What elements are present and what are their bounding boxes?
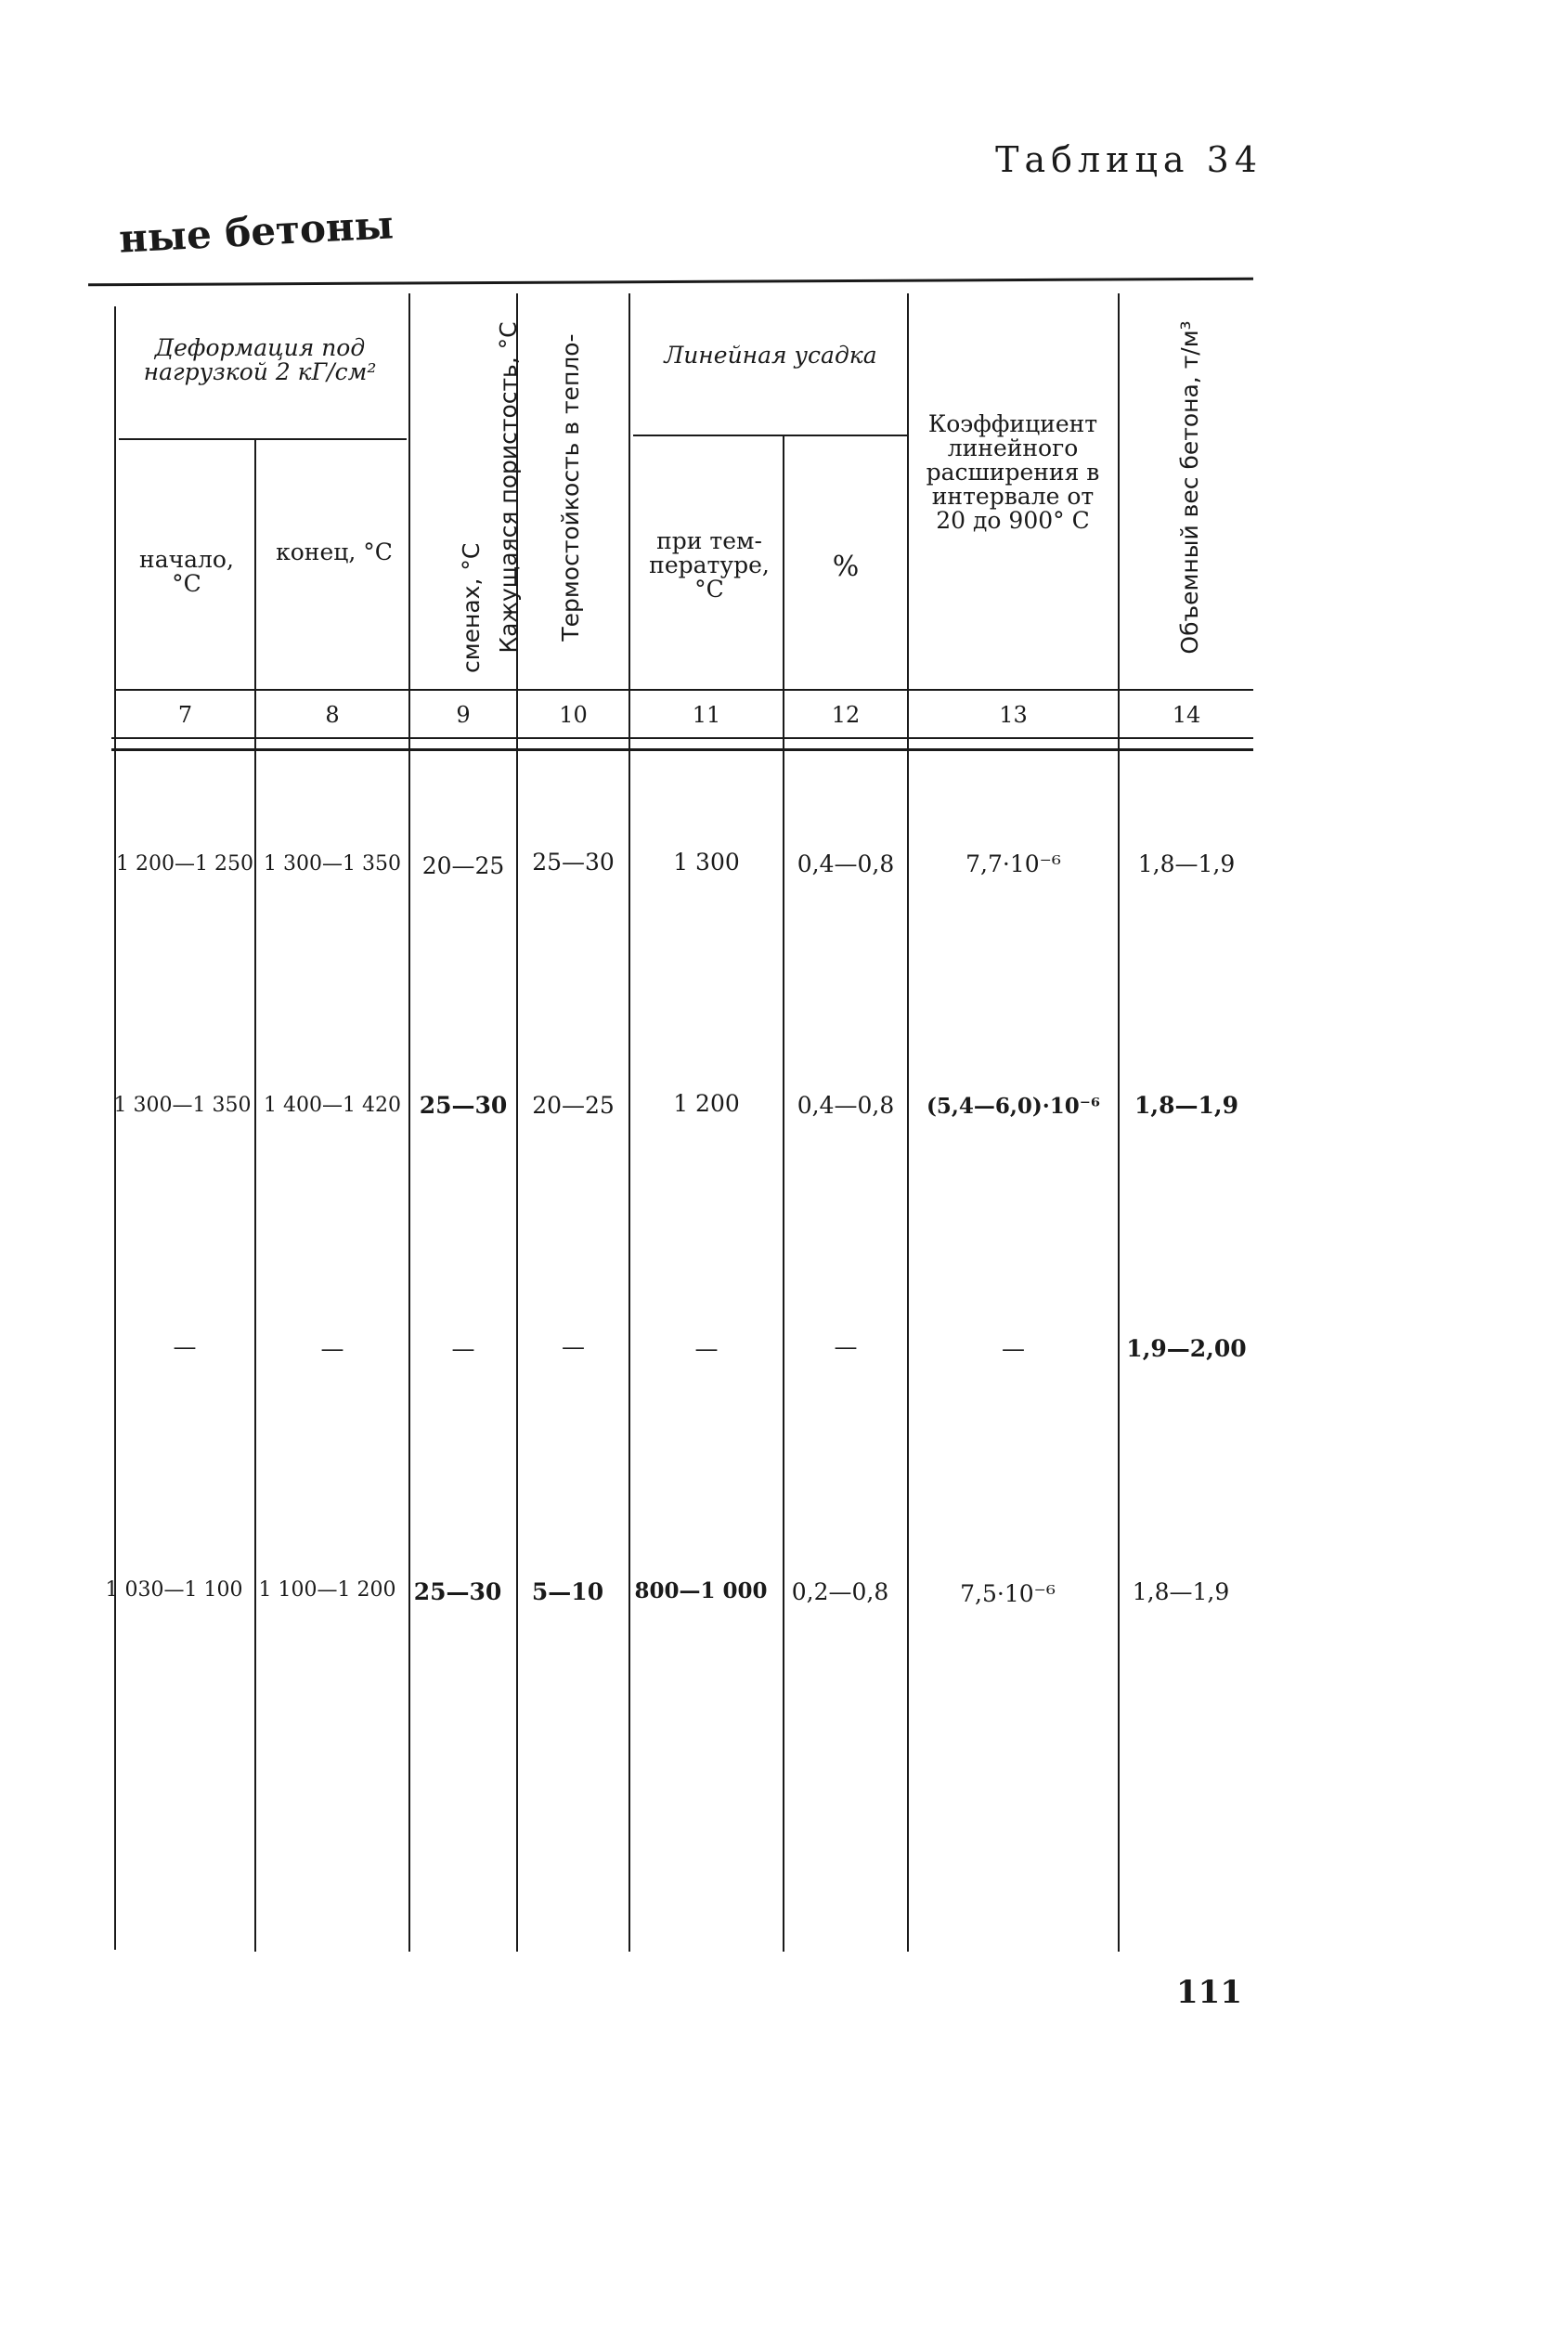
header-shrinkage-group: Линейная усадка (664, 342, 877, 369)
table-cell: 0,4—0,8 (797, 850, 895, 877)
table-cell: 7,5·10⁻⁶ (960, 1580, 1056, 1607)
table-cell: 0,4—0,8 (797, 1092, 895, 1119)
header-deformation-start: начало, °С (139, 546, 234, 597)
table-cell: 1,8—1,9 (1137, 850, 1236, 877)
table-cell: — (834, 1333, 858, 1360)
colnum-bottom-rule-2 (111, 748, 1253, 751)
header-deformation-group: Деформация под нагрузкой 2 кГ/см² (143, 334, 377, 385)
vrule-11-12 (783, 436, 784, 1952)
table-cell: 7,7·10⁻⁶ (965, 850, 1061, 877)
table-cell: — (451, 1335, 475, 1362)
table-cell: — (173, 1333, 197, 1360)
section-title: ные бетоны (117, 201, 395, 262)
table-cell: — (1002, 1335, 1025, 1362)
header-deformation-end: конец, °С (276, 539, 393, 565)
column-number: 11 (692, 702, 721, 728)
column-number: 10 (559, 702, 588, 728)
column-number: 13 (999, 702, 1028, 728)
table-cell: 1 100—1 200 (258, 1578, 396, 1602)
shrinkage-subrule (633, 435, 907, 436)
table-cell: 1 300 (673, 849, 740, 876)
header-heat-resistance-line1: Термостойкость в тепло- (557, 333, 584, 642)
table-cell: 20—25 (421, 852, 505, 879)
table-cell: 25—30 (419, 1092, 508, 1119)
table-cell: 25—30 (413, 1578, 502, 1605)
vrule-7-8 (254, 438, 256, 1952)
table-cell: 1 200—1 250 (116, 852, 253, 876)
vrule-left (114, 306, 116, 1950)
column-number: 7 (177, 702, 193, 728)
table-cell: (5,4—6,0)·10⁻⁶ (926, 1094, 1101, 1119)
header-shrinkage-temp: при тем- пературе, °С (649, 527, 770, 603)
table-cell: — (320, 1335, 344, 1362)
table-cell: 1,8—1,9 (1134, 1092, 1238, 1119)
table-cell: 1 300—1 350 (264, 852, 401, 876)
table-cell: 5—10 (531, 1578, 604, 1605)
table-cell: 1,9—2,00 (1126, 1335, 1247, 1362)
column-number: 12 (831, 702, 861, 728)
table-cell: 1,8—1,9 (1132, 1578, 1230, 1605)
table-top-rule (88, 278, 1253, 287)
table-cell: 20—25 (532, 1092, 615, 1119)
vrule-13-14 (1118, 293, 1120, 1952)
header-bottom-rule (116, 689, 1253, 691)
vrule-10-11 (628, 293, 630, 1952)
header-shrinkage-percent: % (832, 551, 860, 583)
table-cell: 800—1 000 (634, 1578, 768, 1603)
header-expansion-coef: Коэффициент линейного расширения в интервале от 20 до 900° С (926, 410, 1100, 534)
colnum-bottom-rule-1 (111, 737, 1253, 739)
column-number: 9 (456, 702, 471, 728)
column-number: 14 (1172, 702, 1201, 728)
table-cell: 25—30 (532, 849, 615, 876)
table-cell: 1 200 (673, 1090, 740, 1117)
table-cell: — (694, 1335, 719, 1362)
deformation-subrule (119, 438, 407, 440)
column-number: 8 (325, 702, 340, 728)
vrule-8-9 (408, 293, 410, 1952)
page-number: 111 (1176, 1974, 1242, 2011)
header-density: Объемный вес бетона, т/м³ (1176, 320, 1203, 655)
table-cell: 1 300—1 350 (113, 1094, 252, 1117)
table-cell: 0,2—0,8 (791, 1578, 889, 1605)
table-cell: 1 030—1 100 (105, 1578, 243, 1602)
header-porosity: Кажущаяся пористость, °С (495, 321, 522, 654)
table-label: Таблица 34 (995, 139, 1263, 180)
vrule-12-13 (907, 293, 909, 1952)
table-cell: 1 400—1 420 (264, 1094, 401, 1117)
header-heat-resistance-line2: сменах, °С (458, 542, 485, 673)
table-cell: — (562, 1333, 585, 1360)
